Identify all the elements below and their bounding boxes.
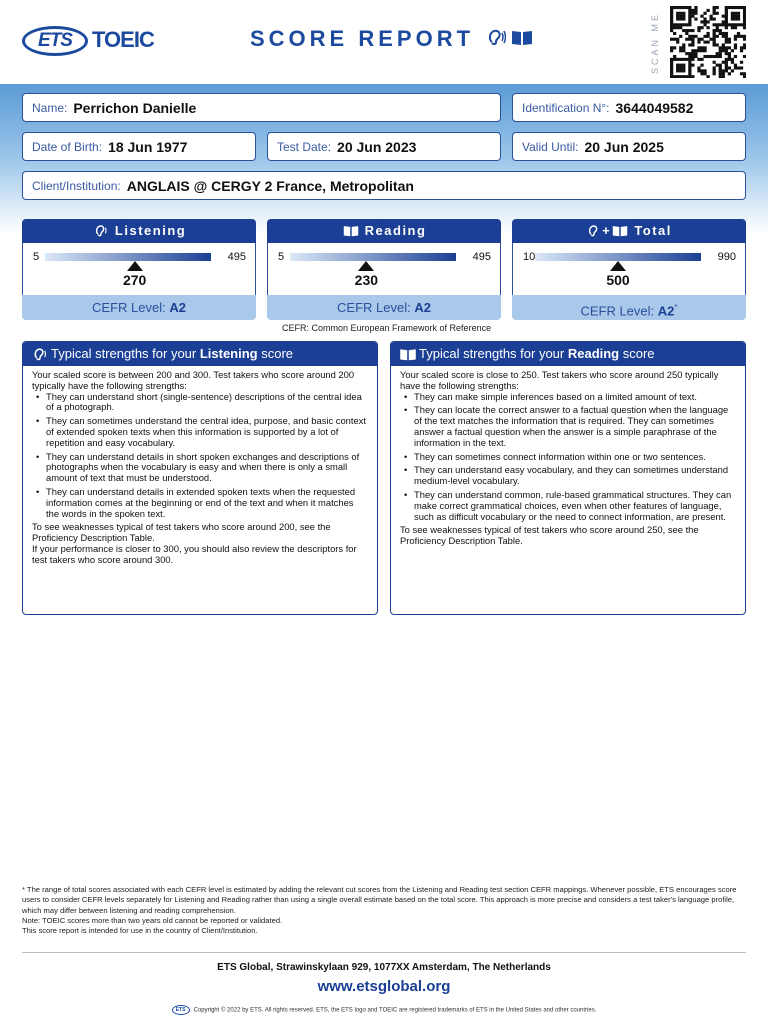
ear-icon [31,347,49,361]
total-cefr [512,295,746,320]
listening-strengths-list [32,392,368,520]
total-title: Total [634,223,672,238]
reading-title: Reading [364,223,427,238]
reading-strengths-intro: Your scaled score is close to 250. Test takers who score around 250 typically have the following strengths: [400,369,719,391]
listening-max: 495 [227,251,246,263]
id-label: Identification N°: [522,100,610,115]
listening-strengths [22,341,378,615]
total-scale-bar [535,253,701,261]
reading-score-header [267,219,501,243]
reading-cefr-level: A2 [414,300,431,315]
reading-marker [358,261,374,271]
total-marker [610,261,626,271]
footnote-country: This score report is intended for use in the country of Client/Institution. [22,926,258,936]
listening-score-box [22,219,256,321]
client-field [22,171,746,200]
book-icon [511,28,533,46]
reading-cefr-label: CEFR Level: [337,300,411,315]
copyright-text: Copyright © 2022 by ETS. All rights reserved. ETS, the ETS logo and TOEIC are registered trademarks of ETS in the United States and other countries. [193,1007,597,1014]
client-value: ANGLAIS @ CERGY 2 France, Metropolitan [126,177,414,194]
listening-marker [127,261,143,271]
ets-logo: ETS [22,26,88,56]
dob-value: 18 Jun 1977 [108,138,188,155]
website-link[interactable]: www.etsglobal.org [317,978,451,995]
ets-address: ETS Global, Strawinskylaan 929, 1077XX Amsterdam, The Netherlands [217,962,551,973]
reading-cefr [267,295,501,320]
listening-strengths-skill: Listening [199,346,258,361]
listening-title: Listening [114,223,187,238]
footnote-validity: Note: TOEIC scores more than two years old cannot be reported or validated. [22,915,283,925]
test-date-field [267,132,501,161]
valid-until-label: Valid Until: [522,139,579,154]
plus-icon: + [602,223,612,238]
scan-me-label: SCAN ME [650,12,660,75]
listening-cefr-level: A2 [169,300,186,315]
dob-label: Date of Birth: [32,139,103,154]
ets-mini-logo: ETS [172,1005,190,1015]
total-min: 10 [523,251,536,263]
listening-scale-bar [45,253,211,261]
total-score-box [512,219,746,321]
reading-score-box [267,219,501,321]
list-item: • They can sometimes understand the central idea, purpose, and basic context of extended spoken texts when this information is supported by a lot of repetition and easy vocabulary. [32,416,368,448]
client-label: Client/Institution: [32,178,121,193]
reading-strengths [390,341,746,615]
title-icons [486,28,533,51]
listening-strengths-outro: To see weaknesses typical of test takers who score around 200, see the Proficiency Description Table. [32,521,331,544]
copyright [0,1005,768,1015]
list-item: • They can understand details in short spoken exchanges and descriptions of photographs when the vocabulary is easy and when there is only a small amount of text that must be understood. [32,452,368,484]
ear-icon [486,28,506,46]
list-item: • They can make simple inferences based on a limited amount of text. [400,392,736,403]
ear-icon [586,224,602,237]
test-date-label: Test Date: [277,139,332,154]
book-icon [399,347,417,361]
name-field [22,93,501,122]
list-item: • They can understand common, rule-based grammatical structures. They can make correct grammatical choices, even when other features of language, such as difficult vocabulary or the need to connect information, are present. [400,490,736,522]
valid-until-field [512,132,746,161]
ear-icon [92,224,110,237]
reading-strengths-header [391,342,745,366]
total-score-body [512,243,746,295]
name-value: Perrichon Danielle [73,99,197,116]
listening-strengths-header [23,342,377,366]
total-cefr-footnote-mark: * [674,303,678,312]
listening-strengths-outro2: If your performance is closer to 300, you should also review the descriptors for test takers who score around 300. [32,542,357,565]
id-value: 3644049582 [615,99,694,116]
listening-strengths-prefix: Typical strengths for your [51,346,200,361]
listening-score: 270 [122,272,147,288]
list-item: • They can understand short (single-sentence) descriptions of the central idea of a photograph. [32,392,368,414]
reading-score: 230 [354,272,379,288]
page-title: SCORE REPORT [250,26,475,51]
reading-strengths-skill: Reading [567,346,620,361]
reading-strengths-list [400,392,736,523]
listening-strengths-intro: Your scaled score is between 200 and 300. Test takers who score around 200 typically have the following strengths: [32,369,355,391]
test-date-value: 20 Jun 2023 [337,138,417,155]
toeic-logo: TOEIC [92,27,154,52]
listening-cefr [22,295,256,320]
listening-strengths-suffix: score [257,346,294,361]
list-item: • They can sometimes connect information within one or two sentences. [400,452,736,463]
list-item: • They can locate the correct answer to a factual question when the language of the text matches the information that is required. They can sometimes answer a factual question when the answer is a simple paraphrase of the information in the text. [400,405,736,448]
reading-strengths-body [391,366,745,551]
name-label: Name: [32,100,68,115]
listening-min: 5 [33,251,40,263]
valid-until-value: 20 Jun 2025 [584,138,664,155]
list-item: • They can understand details in extended spoken texts when the requested information comes at the beginning or end of the text and when it matches the words in the spoken text. [32,487,368,519]
divider [22,952,746,953]
reading-min: 5 [278,251,285,263]
report-header [0,0,768,84]
cefr-note: CEFR: Common European Framework of Reference [282,323,492,333]
qr-code[interactable] [670,6,746,78]
total-cefr-level: A2 [657,303,675,319]
dob-field [22,132,256,161]
reading-scale-bar [290,253,456,261]
listening-score-header [22,219,256,243]
total-cefr-label: CEFR Level: [580,303,655,319]
total-max: 990 [717,251,736,263]
listening-score-body [22,243,256,295]
listening-cefr-label: CEFR Level: [92,300,166,315]
list-item: • They can understand easy vocabulary, and they can sometimes understand medium-level vocabulary. [400,465,736,487]
listening-strengths-body [23,366,377,570]
footnotes [22,885,746,936]
reading-score-body [267,243,501,295]
id-field [512,93,746,122]
reading-strengths-suffix: score [619,346,655,361]
book-icon [611,224,629,237]
total-score-header [512,219,746,243]
footnote-cefr: * The range of total scores associated with each CEFR level is estimated by adding the relevant cut scores from the Listening and Reading test section CEFR mappings. Whenever possible, ETS encourages score users to consider CEFR levels separately for Listening and Reading rather than using a single overall estimate based on the total score. This approach is more precise and considers a test taker's language profile, which may differ between listening and reading comprehension. [22,885,737,915]
reading-max: 495 [472,251,491,263]
reading-strengths-outro: To see weaknesses typical of test takers who score around 250, see the Proficiency Description Table. [400,524,699,547]
total-score: 500 [606,272,630,288]
book-icon [342,224,360,237]
reading-strengths-prefix: Typical strengths for your [419,346,568,361]
